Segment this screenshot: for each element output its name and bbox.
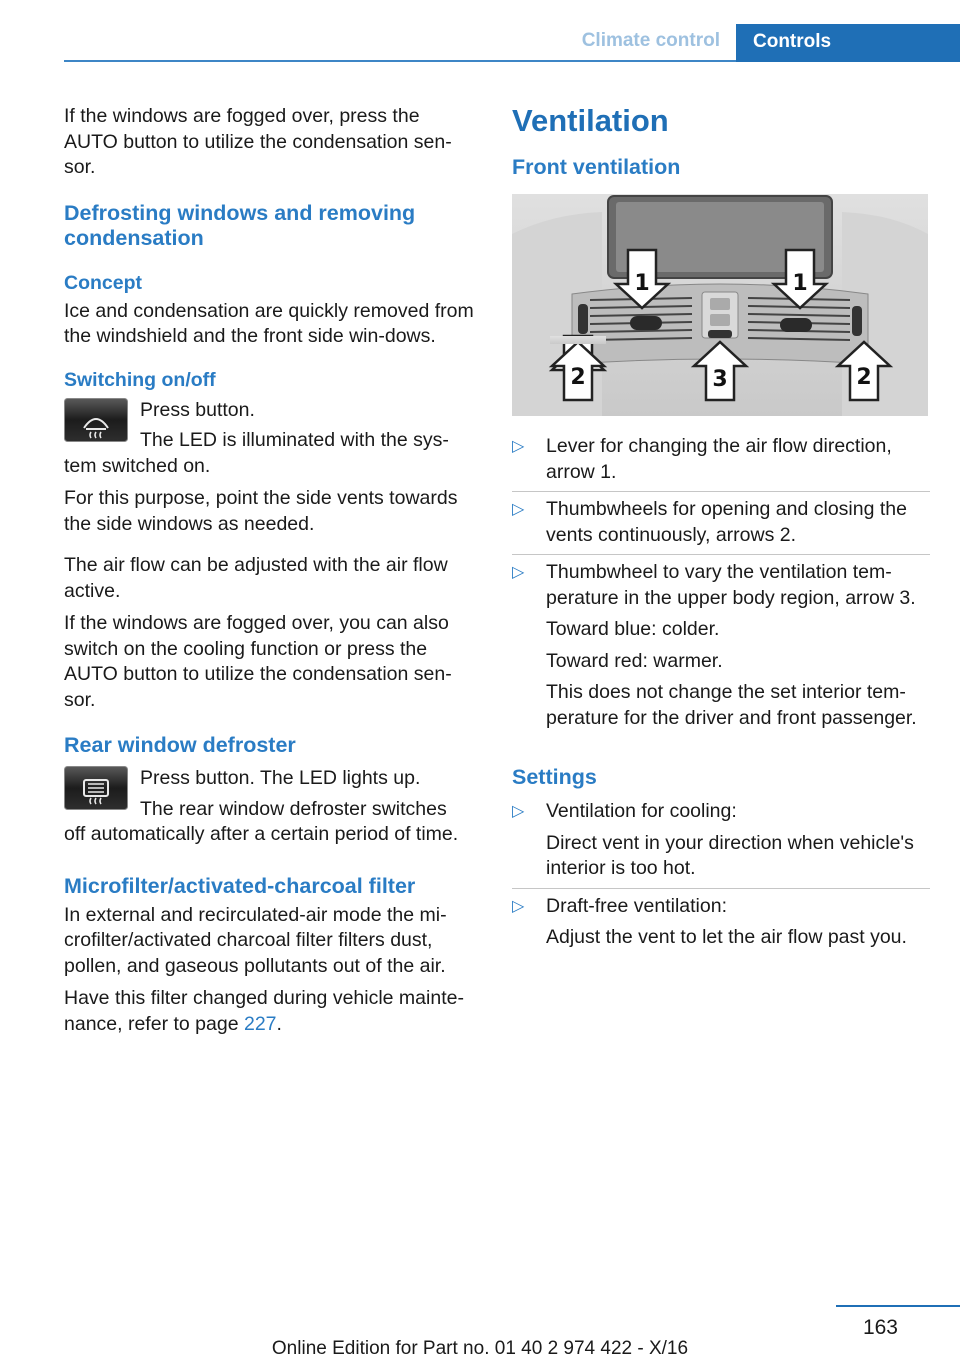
figure-label-2-right: 2 (856, 365, 872, 390)
bullet-icon: ▷ (512, 564, 525, 581)
list-item (512, 429, 930, 492)
bullet-icon: ▷ (512, 501, 525, 518)
windshield-defrost-button-icon (64, 398, 128, 442)
front-ventilation-heading: Front ventilation (512, 155, 681, 179)
front-ventilation-figure (512, 194, 928, 416)
rear-switch-continued: off automatically after a certain period of time. (64, 823, 459, 845)
list-item (512, 889, 930, 957)
switching-press-text: Press button. (140, 398, 255, 421)
rear-defrost-button-icon (64, 766, 128, 810)
header-section-title: Climate control (581, 30, 720, 51)
switching-heading: Switching on/off (64, 368, 216, 391)
settings-heading: Settings (512, 765, 597, 789)
list-subtext: Toward blue: colder. (546, 618, 720, 640)
figure-label-1-right: 1 (792, 271, 808, 296)
header-chapter-tab: Controls (736, 24, 960, 62)
rear-defroster-heading: Rear window defroster (64, 733, 296, 757)
list-subtext: Toward red: warmer. (546, 649, 723, 672)
concept-heading: Concept (64, 271, 142, 294)
list-item (512, 794, 930, 889)
settings-list (512, 794, 930, 957)
rear-press-text: Press button. The LED lights up. (140, 767, 421, 789)
figure-label-2-left: 2 (570, 365, 586, 390)
header-rule (64, 60, 736, 62)
purpose-paragraph: For this purpose, point the side vents towards the side windows as needed. (64, 487, 458, 535)
figure-label-3: 3 (712, 367, 728, 392)
bullet-icon: ▷ (512, 803, 525, 820)
list-item-text: Lever for changing the air flow direction, arrow 1. (546, 435, 892, 483)
right-column (512, 104, 930, 957)
concept-paragraph: Ice and condensation are quickly removed from the windshield and the front side win-dows. (64, 299, 474, 347)
list-subtext: This does not change the set interior tem-perature for the driver and front passenger. (546, 681, 917, 729)
list-item-text: Ventilation for cooling: (546, 800, 737, 822)
windshield-defrost-row (64, 398, 476, 454)
list-subtext: Adjust the vent to let the air flow past you. (546, 926, 907, 948)
page-header (0, 24, 960, 62)
list-item-text: Thumbwheels for opening and closing the vents continuously, arrows 2. (546, 498, 907, 546)
fogged-paragraph: If the windows are fogged over, you can also switch on the cooling function or press the AUTO button to utilize the condensation sen-sor. (64, 612, 452, 711)
figure-label-1-left: 1 (634, 271, 650, 296)
bullet-icon: ▷ (512, 897, 525, 915)
page-227-link[interactable]: 227 (243, 1012, 277, 1035)
page-number: 163 (862, 1316, 898, 1339)
switching-led-text: The LED is illuminated with the sys- (140, 429, 449, 451)
ventilation-heading: Ventilation (512, 103, 669, 138)
list-item (512, 555, 930, 737)
filter-heading: Microfilter/activated-charcoal filter (64, 873, 416, 898)
ventilation-list (512, 429, 930, 737)
rear-defrost-row (64, 766, 476, 822)
list-item-text: Draft-free ventilation: (546, 894, 727, 917)
filter-period: . (276, 1012, 282, 1035)
edition-footer: Online Edition for Part no. 01 40 2 974 422 - X/16 (271, 1338, 689, 1359)
intro-paragraph: If the windows are fogged over, press the AUTO button to utilize the condensation sen-sor. (64, 105, 452, 178)
list-subtext: Direct vent in your direction when vehicle's interior is too hot. (546, 831, 914, 879)
left-column (64, 104, 476, 1044)
filter-change-text: Have this filter changed during vehicle mainte-nance, refer to page (64, 987, 464, 1035)
switching-led-continued: tem switched on. (64, 454, 211, 477)
footer-rule (836, 1305, 960, 1307)
defrost-heading: Defrosting windows and removing condensation (64, 200, 416, 250)
filter-paragraph: In external and recirculated-air mode the mi-crofilter/activated charcoal filter filters dust, pollen, and gaseous pollutants out of the air. (64, 903, 447, 977)
list-item (512, 492, 930, 555)
airflow-paragraph: The air flow can be adjusted with the air flow active. (64, 554, 448, 602)
bullet-icon: ▷ (512, 438, 525, 455)
filter-change-paragraph (64, 986, 476, 1037)
list-item-text: Thumbwheel to vary the ventilation tem-perature in the upper body region, arrow 3. (546, 561, 916, 609)
rear-switch-text: The rear window defroster switches (140, 797, 447, 820)
